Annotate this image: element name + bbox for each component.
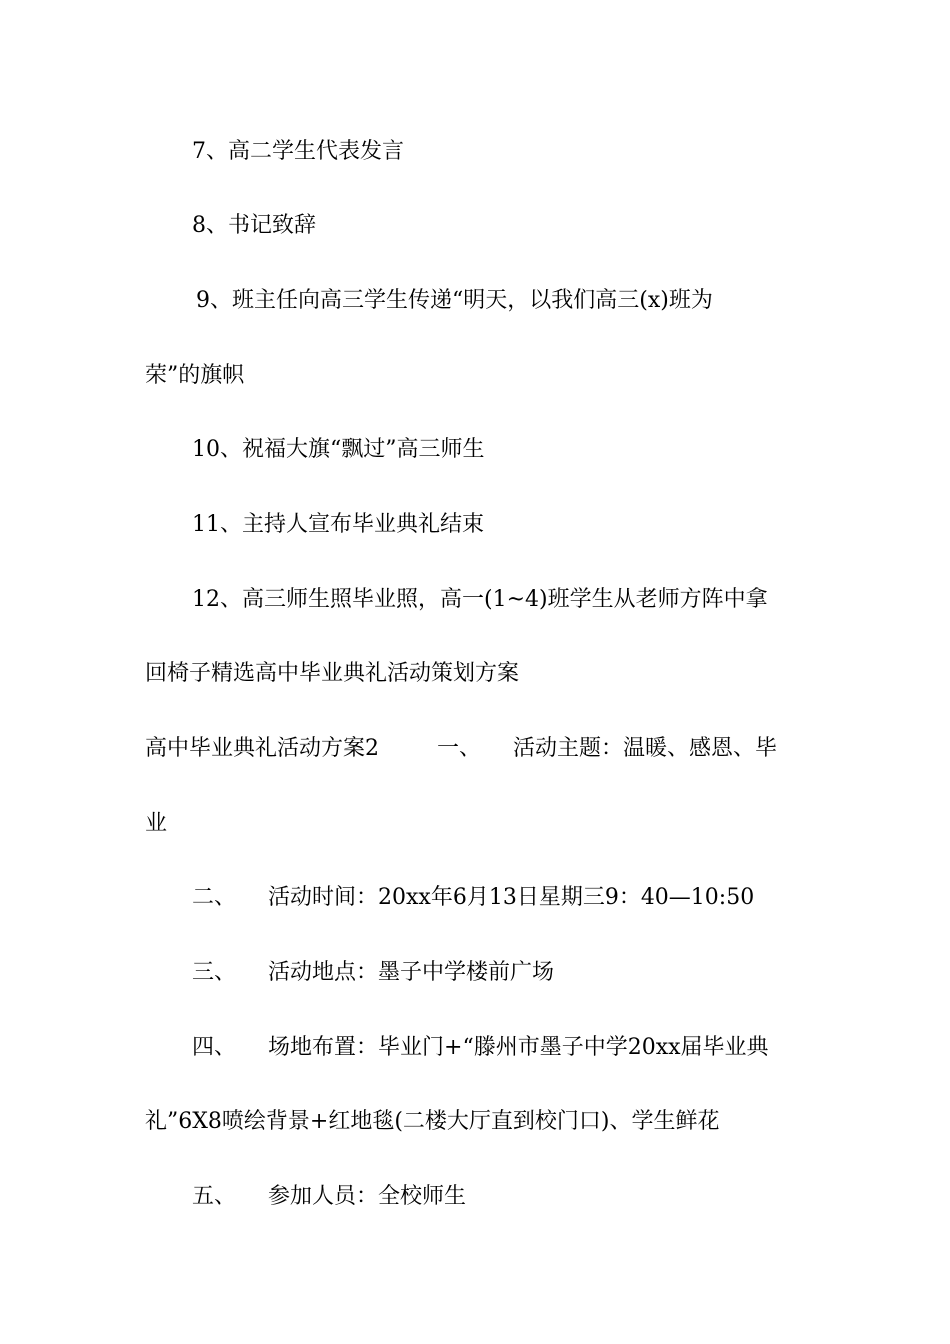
plan2-item4-text: 场地布置：毕业门+“滕州市墨子中学20xx届毕业典 [268, 1035, 769, 1060]
plan2-item5-number: 五、 [192, 1184, 237, 1209]
plan2-title-line [145, 734, 777, 764]
paragraph-item-11: 11、主持人宣布毕业典礼结束 [192, 512, 484, 537]
plan2-item1-continuation: 业 [145, 811, 168, 836]
paragraph-item-12: 12、高三师生照毕业照，高一(1~4)班学生从老师方阵中拿 [192, 587, 768, 612]
plan2-item2-text: 活动时间：20xx年6月13日星期三9：40—10:50 [268, 885, 755, 910]
paragraph-item-10: 10、祝福大旗“飘过”高三师生 [192, 437, 485, 462]
plan2-item2-number: 二、 [192, 885, 237, 910]
plan2-item5-text: 参加人员：全校师生 [268, 1184, 467, 1209]
paragraph-item-9-continuation: 荣”的旗帜 [145, 363, 245, 388]
plan2-item4-continuation: 礼”6X8喷绘背景+红地毯(二楼大厅直到校门口)、学生鲜花 [145, 1109, 720, 1134]
plan2-item1-text: 活动主题：温暖、感恩、毕 [513, 736, 778, 761]
plan2-item3-text: 活动地点：墨子中学楼前广场 [268, 960, 555, 985]
paragraph-item-12-continuation: 回椅子精选高中毕业典礼活动策划方案 [145, 661, 520, 686]
plan2-item4-number: 四、 [192, 1035, 237, 1060]
plan2-item2 [192, 883, 754, 913]
plan2-item4 [192, 1033, 769, 1063]
plan2-item1-number: 一、 [437, 736, 482, 761]
paragraph-item-8: 8、书记致辞 [192, 213, 316, 238]
paragraph-item-7: 7、高二学生代表发言 [192, 139, 404, 164]
plan2-item5 [192, 1182, 466, 1212]
plan2-item3 [192, 958, 554, 988]
paragraph-item-9: 9、班主任向高三学生传递“明天，以我们高三(x)班为 [196, 288, 713, 313]
plan2-item3-number: 三、 [192, 960, 237, 985]
plan2-title: 高中毕业典礼活动方案2 [145, 736, 379, 761]
